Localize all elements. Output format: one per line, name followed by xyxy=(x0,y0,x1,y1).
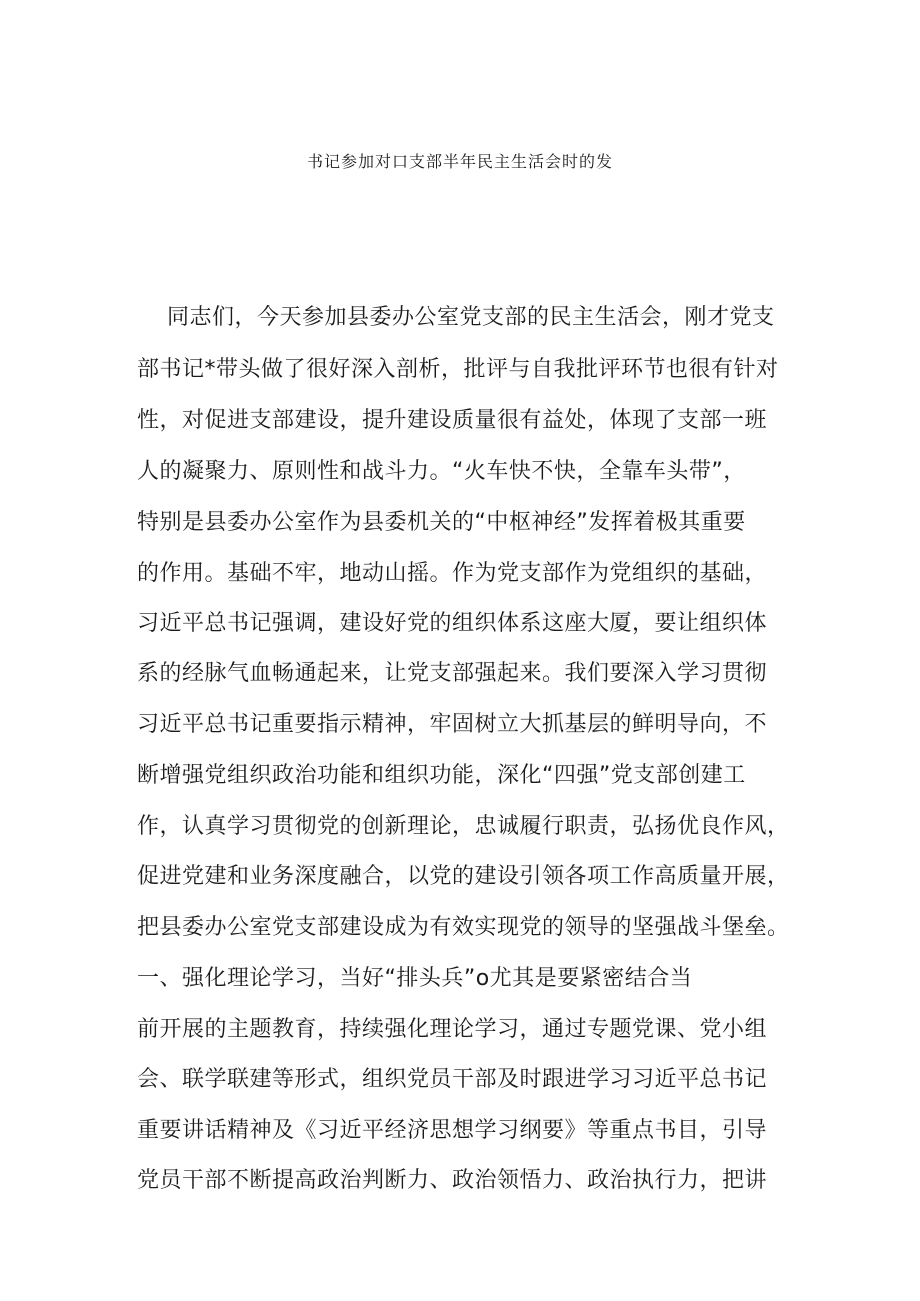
paragraph-line: 同志们，今天参加县委办公室党支部的民主生活会，刚才党支 xyxy=(167,305,775,330)
paragraph-line: 习近平总书记重要指示精神，牢固树立大抓基层的鲜明导向，不 xyxy=(137,712,768,737)
paragraph-line: 特别是县委办公室作为县委机关的“中枢神经”发挥着极其重要 xyxy=(137,510,746,535)
paragraph-line: 性，对促进支部建设，提升建设质量很有益处，体现了支部一班 xyxy=(137,408,768,433)
paragraph-line: 会、联学联建等形式，组织党员干部及时跟进学习习近平总书记 xyxy=(137,1067,768,1092)
paragraph-line: 人的凝聚力、原则性和战斗力。“火车快不快，全靠车头带”， xyxy=(137,459,746,484)
paragraph-line: 部书记*带头做了很好深入剖析，批评与自我批评环节也很有针对 xyxy=(137,357,779,382)
paragraph-line: 把县委办公室党支部建设成为有效实现党的领导的坚强战斗堡垒。 xyxy=(137,915,790,940)
paragraph-line: 前开展的主题教育，持续强化理论学习，通过专题党课、党小组 xyxy=(137,1017,768,1042)
document-title: 书记参加对口支部半年民主生活会时的发 xyxy=(306,152,613,171)
paragraph-line: 党员干部不断提高政治判断力、政治领悟力、政治执行力，把讲 xyxy=(137,1168,768,1193)
paragraph-line: 断增强党组织政治功能和组织功能，深化“四强”党支部创建工 xyxy=(137,763,746,788)
paragraph-line: 重要讲话精神及《习近平经济思想学习纲要》等重点书目，引导 xyxy=(137,1118,768,1143)
paragraph-line: 习近平总书记强调，建设好党的组织体系这座大厦，要让组织体 xyxy=(137,611,768,636)
section-heading-line: 一、强化理论学习，当好“排头兵”o尤其是要紧密结合当 xyxy=(137,966,693,991)
paragraph-line: 系的经脉气血畅通起来，让党支部强起来。我们要深入学习贯彻 xyxy=(137,661,768,686)
paragraph-line: 作，认真学习贯彻党的创新理论，忠诚履行职责，弘扬优良作风， xyxy=(137,814,790,839)
paragraph-line: 的作用。基础不牢，地动山摇。作为党支部作为党组织的基础， xyxy=(137,561,768,586)
paragraph-line: 促进党建和业务深度融合，以党的建设引领各项工作高质量开展， xyxy=(137,864,790,889)
